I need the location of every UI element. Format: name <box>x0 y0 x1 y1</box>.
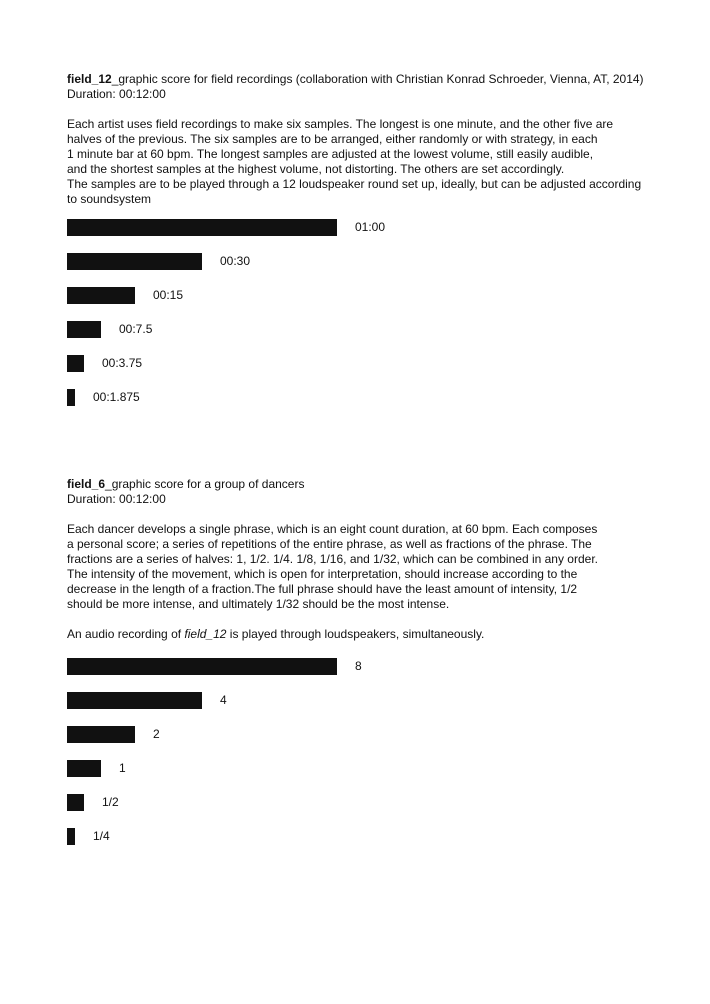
field6-bar-label: 1/4 <box>93 829 110 843</box>
field12-bar-label: 00:1.875 <box>93 390 140 404</box>
field6-bar-label: 1/2 <box>102 795 119 809</box>
field12-description-line: 1 minute bar at 60 bpm. The longest samples are adjusted at the lowest volume, still easily audible, <box>67 147 594 161</box>
field6-bar <box>67 760 101 777</box>
field12-bar-label: 01:00 <box>355 220 386 234</box>
field6-audio-prefix: An audio recording of <box>67 627 185 641</box>
field6-description-line: Each dancer develops a single phrase, which is an eight count duration, at 60 bpm. Each composes <box>67 522 598 536</box>
field12-description-line: to soundsystem <box>67 192 152 206</box>
field6-bar <box>67 726 135 743</box>
field6-title-rest: _graphic score for a group of dancers <box>105 477 305 491</box>
field12-bar <box>67 321 101 338</box>
field12-title <box>67 72 687 87</box>
field12-section <box>67 72 687 207</box>
field6-title-bold: field_6 <box>67 477 106 491</box>
field6-bar-label: 2 <box>153 727 160 741</box>
field6-description-line: decrease in the length of a fraction.The full phrase should have the least amount of intensity, 1/2 <box>67 582 578 596</box>
field6-bar-label: 1 <box>119 761 126 775</box>
field6-bar-label: 4 <box>220 693 227 707</box>
field12-duration: Duration: 00:12:00 <box>67 87 166 101</box>
field6-bar <box>67 794 84 811</box>
field6-bar <box>67 828 75 845</box>
field6-bar-label: 8 <box>355 659 362 673</box>
field6-description-line: fractions are a series of halves: 1, 1/2. 1/4. 1/8, 1/16, and 1/32, which can be combined in any order. <box>67 552 598 566</box>
field6-description-line: The intensity of the movement, which is open for interpretation, should increase according to the <box>67 567 578 581</box>
field12-description-line: Each artist uses field recordings to make six samples. The longest is one minute, and the other five are <box>67 117 614 131</box>
field6-bar <box>67 692 202 709</box>
field12-bar <box>67 219 337 236</box>
field12-bar <box>67 355 84 372</box>
field12-bar <box>67 253 202 270</box>
field12-bar-label: 00:7.5 <box>119 322 153 336</box>
field12-bar-label: 00:3.75 <box>102 356 143 370</box>
field12-bar-label: 00:30 <box>220 254 251 268</box>
field6-audio-italic: field_12 <box>184 627 227 641</box>
field12-bar <box>67 287 135 304</box>
field12-bar-label: 00:15 <box>153 288 184 302</box>
field6-duration: Duration: 00:12:00 <box>67 492 166 506</box>
field12-bar <box>67 389 75 406</box>
field12-description-line: halves of the previous. The six samples are to be arranged, either randomly or with strategy, in each <box>67 132 598 146</box>
field12-title-rest: _graphic score for field recordings (collaboration with Christian Konrad Schroeder, Vienna, AT, 2014) <box>111 72 644 86</box>
field12-description-line: The samples are to be played through a 12 loudspeaker round set up, ideally, but can be adjusted according <box>67 177 642 191</box>
field6-section <box>67 477 687 642</box>
field6-bar <box>67 658 337 675</box>
field6-audio-suffix: is played through loudspeakers, simultaneously. <box>226 627 485 641</box>
field12-description-line: and the shortest samples at the highest volume, not distorting. The others are set accordingly. <box>67 162 565 176</box>
field6-title <box>67 477 687 492</box>
field12-title-bold: field_12 <box>67 72 112 86</box>
field6-audio-note <box>67 627 687 642</box>
field6-description-line: should be more intense, and ultimately 1/32 should be the most intense. <box>67 597 450 611</box>
field6-description-line: a personal score; a series of repetitions of the entire phrase, as well as fractions of the phrase. The <box>67 537 592 551</box>
